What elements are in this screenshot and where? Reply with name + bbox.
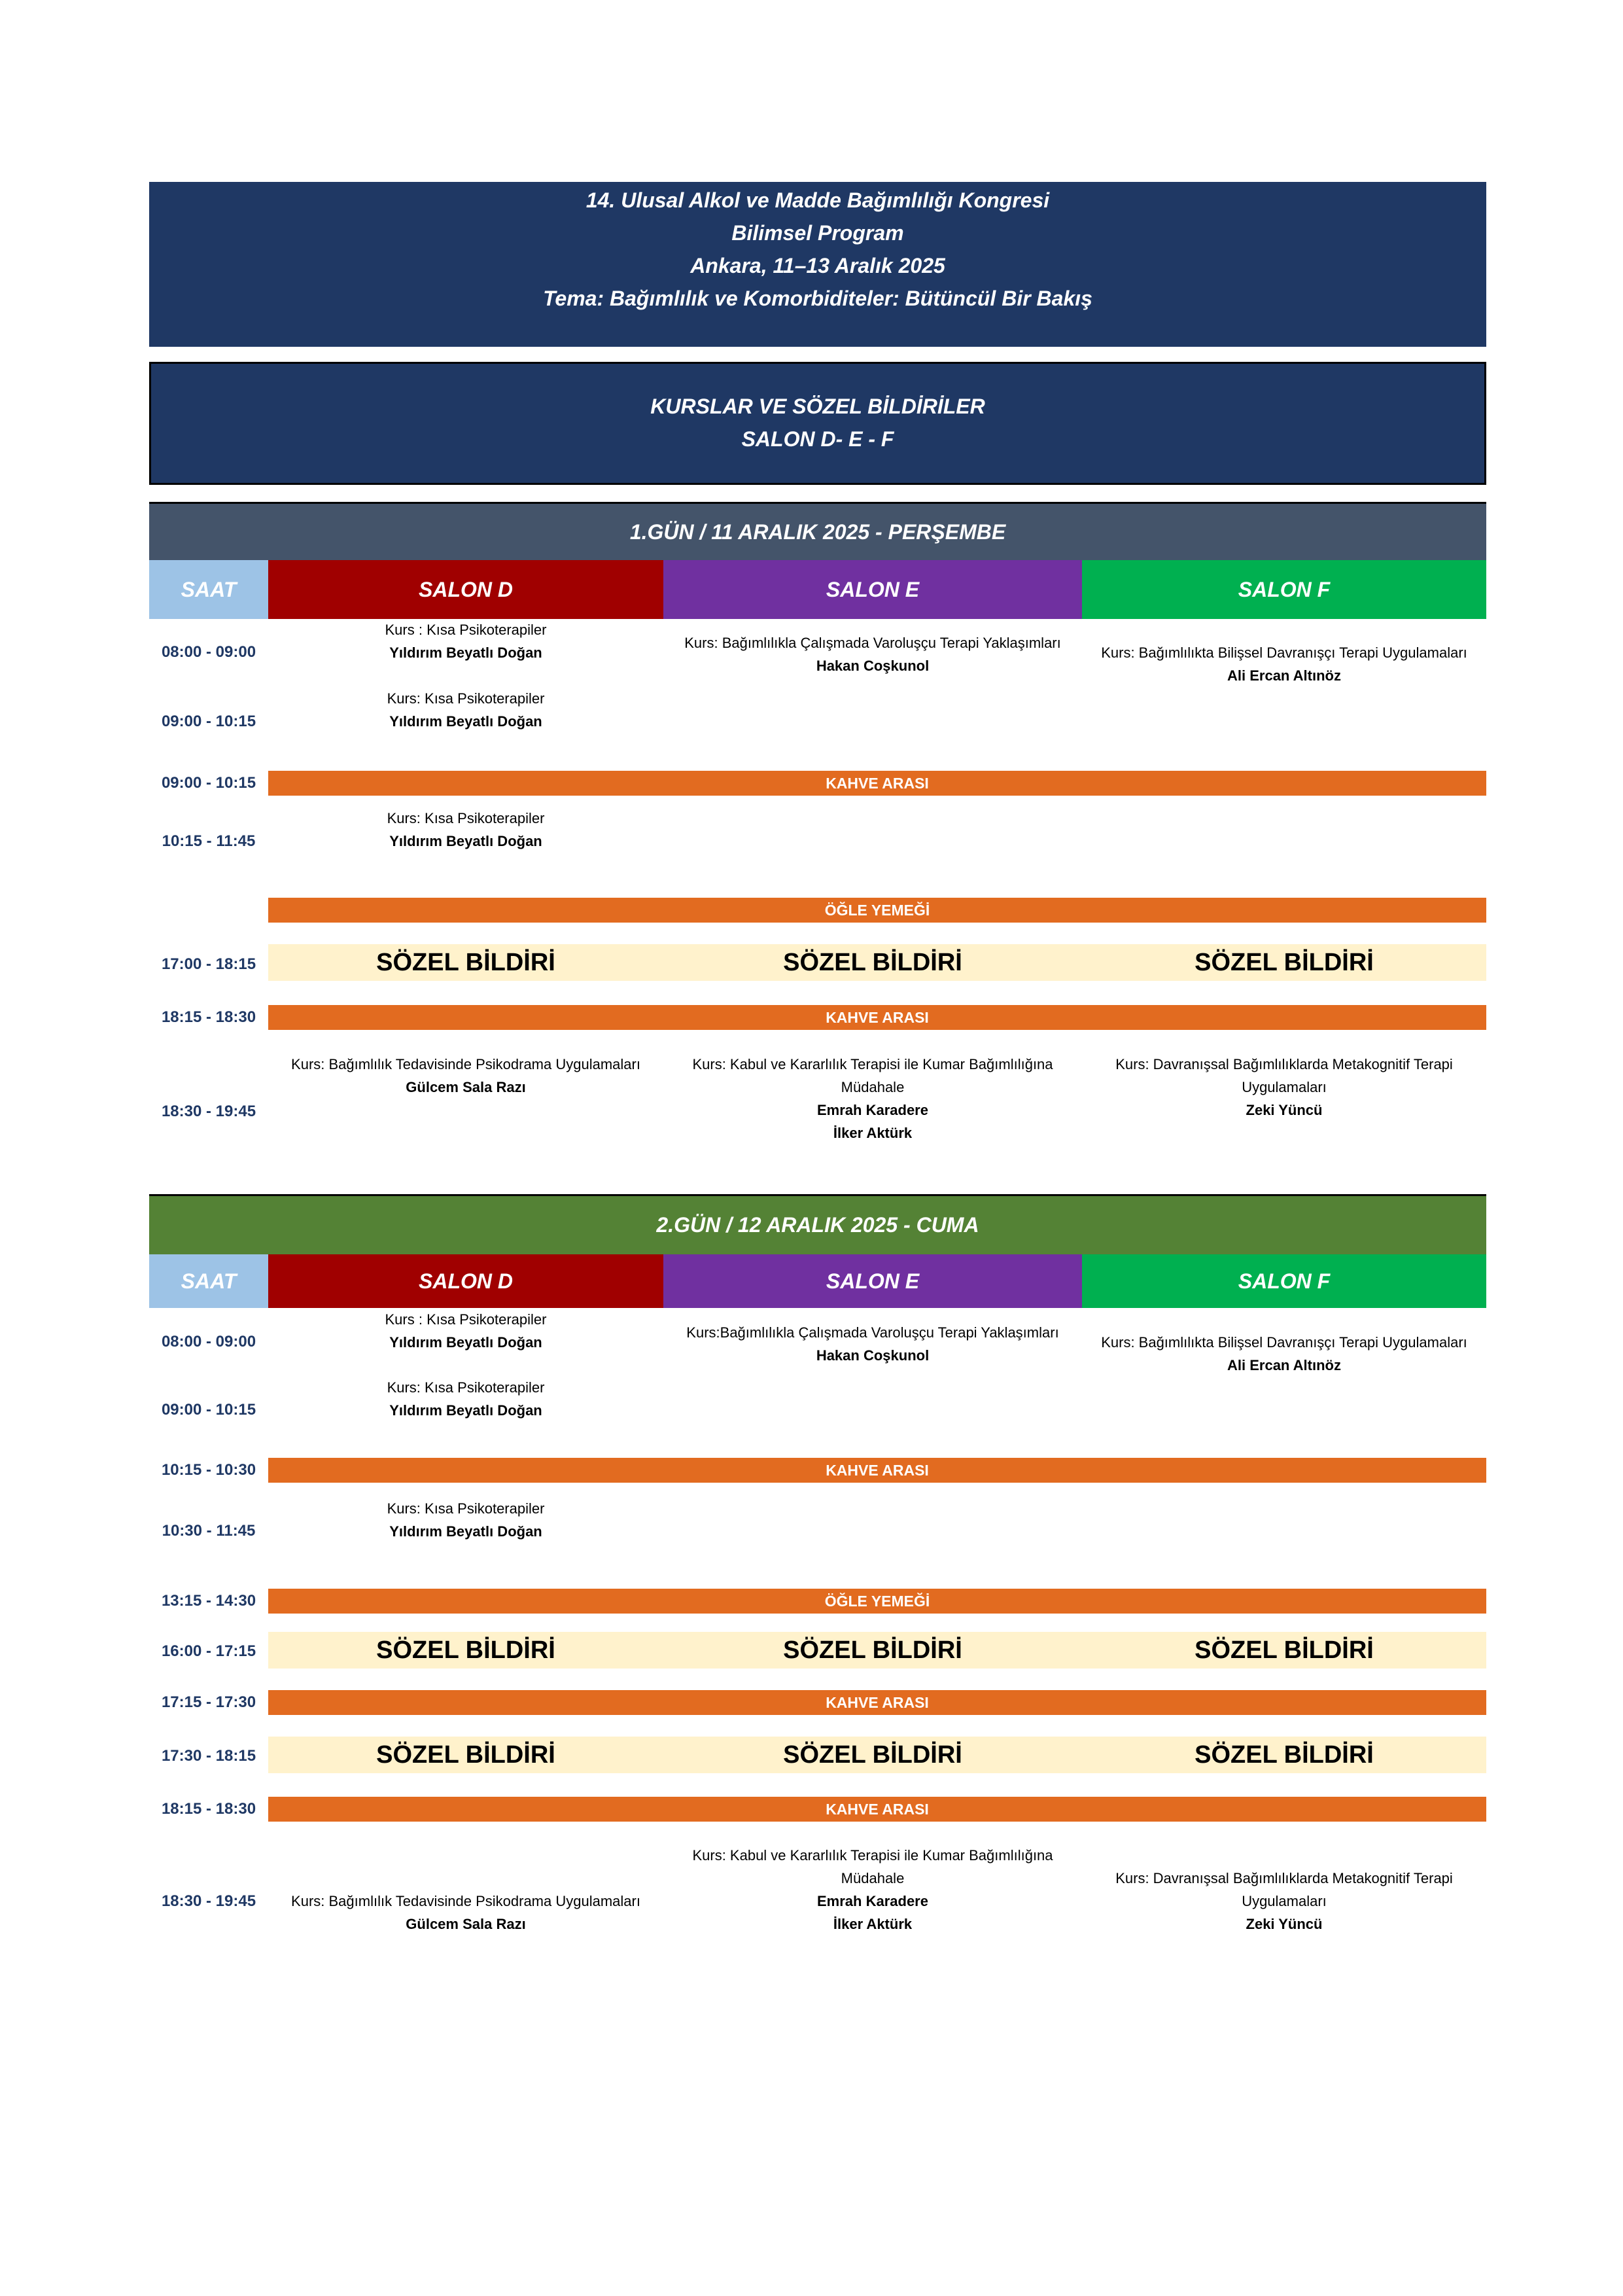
day2-time-7: 17:15 - 17:30 [161,1693,256,1711]
day2-oral1-salon-f: SÖZEL BİLDİRİ [1195,1636,1374,1664]
day2-r2-salon-d [268,1376,663,1422]
day2-time-1: 08:00 - 09:00 [161,1333,256,1351]
day1-r8-salon-e [663,1053,1082,1144]
day1-col-salon-e: SALON E [663,560,1082,619]
day2-r1-salon-d [268,1308,663,1354]
day2-r1-salon-f [1082,1331,1486,1377]
day1-time-1: 08:00 - 09:00 [161,643,256,661]
course-title: Kurs: Kısa Psikoterapiler [387,1500,545,1517]
course-title: Kurs: Bağımlılıkta Bilişsel Davranışçı Terapi Uygulamaları [1101,1334,1467,1351]
day2-lunch: ÖĞLE YEMEĞİ [268,1589,1486,1614]
course-title: Kurs: Bağımlılıkla Çalışmada Varoluşçu Terapi Yaklaşımları [684,635,1061,651]
subheader-box [149,362,1486,485]
day1-oral-salon-f: SÖZEL BİLDİRİ [1195,948,1374,976]
day1-col-saat: SAAT [149,560,268,619]
course-title: Kurs: Bağımlılıkta Bilişsel Davranışçı Terapi Uygulamaları [1101,645,1467,661]
course-title: Kurs : Kısa Psikoterapiler [385,1311,547,1328]
day1-oral-salon-d: SÖZEL BİLDİRİ [376,948,555,976]
day1-coffee-break-2: KAHVE ARASI [268,1005,1486,1030]
speaker-name: Yıldırım Beyatlı Doğan [389,1523,542,1540]
day2-oral1-salon-d: SÖZEL BİLDİRİ [376,1636,555,1664]
speaker-name: Hakan Coşkunol [816,658,930,674]
subheader-halls: SALON D- E - F [741,427,894,451]
day2-time-5: 13:15 - 14:30 [161,1592,256,1610]
speaker-name: Hakan Coşkunol [816,1347,930,1364]
speaker-name: Yıldırım Beyatlı Doğan [389,1402,542,1419]
course-title-line2: Müdahale [841,1870,905,1886]
day2-oral2-salon-f: SÖZEL BİLDİRİ [1195,1740,1374,1769]
day1-col-salon-d: SALON D [268,560,663,619]
day1-r2-salon-d [268,687,663,733]
day1-time-4: 10:15 - 11:45 [162,832,256,850]
day2-oral1-salon-e: SÖZEL BİLDİRİ [783,1636,962,1664]
day1-r1-salon-f [1082,641,1486,687]
speaker-name-1: Emrah Karadere [817,1102,928,1118]
speaker-name: Yıldırım Beyatlı Doğan [389,833,542,849]
course-title: Kurs: Kısa Psikoterapiler [387,1379,545,1396]
course-title-line2: Uygulamaları [1242,1079,1327,1095]
day1-r1-salon-e [663,631,1082,677]
day2-time-8: 17:30 - 18:15 [161,1747,256,1765]
day1-coffee-break-1: KAHVE ARASI [268,771,1486,796]
day1-r8-salon-d [268,1053,663,1099]
speaker-name: Gülcem Sala Razı [406,1916,526,1932]
day1-r4-salon-d [268,807,663,853]
day2-oral-presentations-row-2 [268,1737,1486,1773]
day2-title: 2.GÜN / 12 ARALIK 2025 - CUMA [149,1194,1486,1254]
speaker-name: Zeki Yüncü [1246,1102,1323,1118]
day1-time-8: 18:30 - 19:45 [161,1103,256,1120]
speaker-name: Yıldırım Beyatlı Doğan [389,1334,542,1351]
speaker-name: Ali Ercan Altınöz [1227,1357,1341,1373]
day2-r10-salon-f [1082,1867,1486,1935]
day1-time-7: 18:15 - 18:30 [161,1008,256,1026]
course-title: Kurs : Kısa Psikoterapiler [385,622,547,638]
day2-col-saat: SAAT [149,1254,268,1308]
speaker-name-2: İlker Aktürk [833,1916,913,1932]
day2-time-10: 18:30 - 19:45 [161,1892,256,1910]
day1-col-salon-f: SALON F [1082,560,1486,619]
day1-r1-salon-d [268,618,663,664]
day2-col-salon-e: SALON E [663,1254,1082,1308]
day1-oral-presentations-row [268,944,1486,981]
congress-title: 14. Ulusal Alkol ve Madde Bağımlılığı Kongresi [585,188,1050,212]
course-title: Kurs: Kısa Psikoterapiler [387,810,545,826]
day2-time-3: 10:15 - 10:30 [161,1461,256,1479]
course-title-line1: Kurs: Kabul ve Kararlılık Terapisi ile Kumar Bağımlılığına [692,1847,1053,1863]
day2-oral2-salon-e: SÖZEL BİLDİRİ [783,1740,962,1769]
day2-r10-salon-d [268,1890,663,1935]
day1-r8-salon-f [1082,1053,1486,1122]
day1-oral-salon-e: SÖZEL BİLDİRİ [783,948,962,976]
day1-time-2: 09:00 - 10:15 [161,713,256,730]
course-title-line1: Kurs: Davranışsal Bağımlılıklarda Metakognitif Terapi [1115,1056,1453,1072]
speaker-name: Zeki Yüncü [1246,1916,1323,1932]
speaker-name: Yıldırım Beyatlı Doğan [389,645,542,661]
day1-time-3: 09:00 - 10:15 [161,774,256,792]
speaker-name-1: Emrah Karadere [817,1893,928,1909]
course-title-line1: Kurs: Davranışsal Bağımlılıklarda Metakognitif Terapi [1115,1870,1453,1886]
day2-time-4: 10:30 - 11:45 [162,1522,256,1540]
theme: Tema: Bağımlılık ve Komorbiditeler: Bütüncül Bir Bakış [543,287,1092,310]
location-date: Ankara, 11–13 Aralık 2025 [690,254,945,277]
day2-time-9: 18:15 - 18:30 [161,1800,256,1818]
day2-col-salon-f: SALON F [1082,1254,1486,1308]
speaker-name: Gülcem Sala Razı [406,1079,526,1095]
course-title: Kurs: Bağımlılık Tedavisinde Psikodrama Uygulamaları [291,1056,640,1072]
program-title: Bilimsel Program [731,221,904,245]
day2-coffee-break-2: KAHVE ARASI [268,1690,1486,1715]
day1-time-6: 17:00 - 18:15 [161,955,256,973]
speaker-name: Ali Ercan Altınöz [1227,667,1341,684]
day2-col-salon-d: SALON D [268,1254,663,1308]
day2-coffee-break-1: KAHVE ARASI [268,1458,1486,1483]
day2-oral2-salon-d: SÖZEL BİLDİRİ [376,1740,555,1769]
day2-coffee-break-3: KAHVE ARASI [268,1797,1486,1822]
course-title: Kurs:Bağımlılıkla Çalışmada Varoluşçu Terapi Yaklaşımları [686,1324,1059,1341]
day2-r4-salon-d [268,1497,663,1543]
header-box [149,182,1486,347]
day2-r10-salon-e [663,1844,1082,1935]
course-title-line2: Uygulamaları [1242,1893,1327,1909]
course-title: Kurs: Kısa Psikoterapiler [387,690,545,707]
day1-title: 1.GÜN / 11 ARALIK 2025 - PERŞEMBE [149,502,1486,560]
course-title-line2: Müdahale [841,1079,905,1095]
course-title: Kurs: Bağımlılık Tedavisinde Psikodrama Uygulamaları [291,1893,640,1909]
speaker-name: Yıldırım Beyatlı Doğan [389,713,542,730]
day2-r1-salon-e [663,1321,1082,1367]
day2-oral-presentations-row-1 [268,1632,1486,1669]
course-title-line1: Kurs: Kabul ve Kararlılık Terapisi ile Kumar Bağımlılığına [692,1056,1053,1072]
day2-time-2: 09:00 - 10:15 [161,1401,256,1419]
subheader-title: KURSLAR VE SÖZEL BİLDİRİLER [650,395,985,418]
speaker-name-2: İlker Aktürk [833,1125,913,1141]
day1-lunch: ÖĞLE YEMEĞİ [268,898,1486,923]
day2-time-6: 16:00 - 17:15 [161,1642,256,1660]
